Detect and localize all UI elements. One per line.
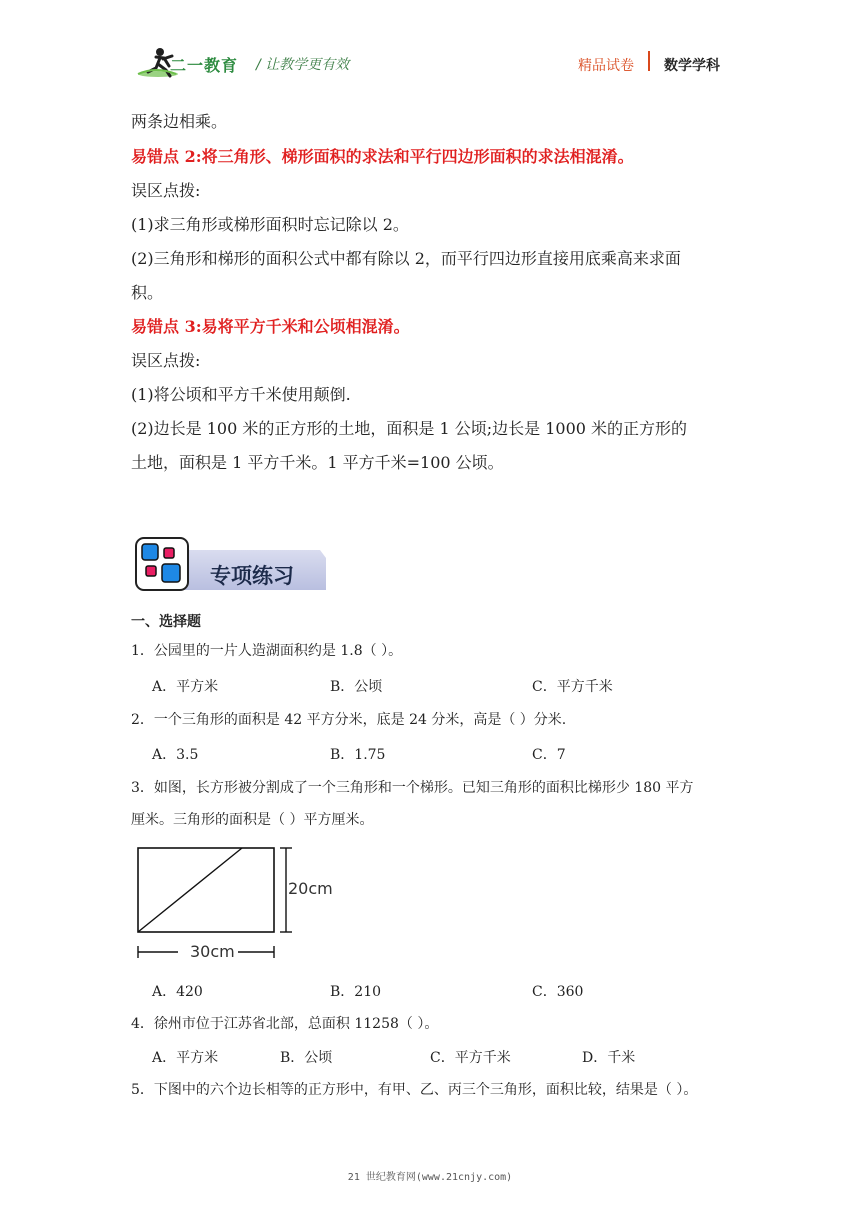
q2-option-b: B．1.75 <box>330 747 386 763</box>
body-line: (1)求三角形或梯形面积时忘记除以 2。 <box>131 215 409 234</box>
page-footer: 21 世纪教育网(www.21cnjy.com) <box>347 1172 513 1183</box>
width-label: 30cm <box>190 942 235 961</box>
q3-option-c: C．360 <box>532 984 584 1000</box>
part-heading: 一、选择题 <box>131 614 201 630</box>
question-3-line2: 厘米。三角形的面积是（ ）平方厘米。 <box>131 812 374 828</box>
logo-text: 二一教育 <box>170 56 239 75</box>
section-title: 专项练习 <box>210 564 294 588</box>
header-separator <box>648 51 650 71</box>
body-line: 误区点拨: <box>131 181 201 200</box>
question-4: 4．徐州市位于江苏省北部，总面积 11258（ ）。 <box>131 1016 439 1032</box>
header-subject: 数学学科 <box>664 58 720 74</box>
body-line: 土地，面积是 1 平方千米。1 平方千米=100 公顷。 <box>131 453 504 472</box>
body-line: (1)将公顷和平方千米使用颠倒. <box>131 385 351 404</box>
q1-option-c: C．平方千米 <box>532 679 613 695</box>
question-1: 1．公园里的一片人造湖面积约是 1.8（ ）。 <box>131 643 403 659</box>
q4-option-a: A．平方米 <box>152 1050 219 1066</box>
error-point-heading: 易错点 3:易将平方千米和公顷相混淆。 <box>131 317 410 336</box>
header-slogan: / 让教学更有效 <box>256 57 350 73</box>
error-point-heading: 易错点 2:将三角形、梯形面积的求法和平行四边形面积的求法相混淆。 <box>131 147 634 166</box>
body-line: (2)三角形和梯形的面积公式中都有除以 2，而平行四边形直接用底乘高来求面 <box>131 249 681 268</box>
question-3-line1: 3．如图，长方形被分割成了一个三角形和一个梯形。已知三角形的面积比梯形少 180 平方 <box>131 780 694 796</box>
question-2: 2．一个三角形的面积是 42 平方分米，底是 24 分米，高是（ ）分米. <box>131 712 567 728</box>
body-line: 积。 <box>131 283 164 302</box>
question-5: 5．下图中的六个边长相等的正方形中，有甲、乙、丙三个三角形，面积比较，结果是（ ）。 <box>131 1082 698 1098</box>
q4-option-d: D．千米 <box>582 1050 636 1066</box>
q2-option-a: A．3.5 <box>152 747 199 763</box>
body-line: 两条边相乘。 <box>131 112 228 131</box>
q1-option-a: A．平方米 <box>152 679 219 695</box>
body-line: (2)边长是 100 米的正方形的土地，面积是 1 公顷;边长是 1000 米的正方形的 <box>131 419 688 438</box>
q3-option-a: A．420 <box>152 984 203 1000</box>
q3-option-b: B．210 <box>330 984 382 1000</box>
q2-option-c: C．7 <box>532 747 566 763</box>
height-label: 20cm <box>288 879 333 898</box>
q1-option-b: B．公顷 <box>330 679 383 695</box>
header-tag: 精品试卷 <box>578 58 634 74</box>
rectangle-figure <box>130 840 340 970</box>
q4-option-b: B．公顷 <box>280 1050 333 1066</box>
q4-option-c: C．平方千米 <box>430 1050 511 1066</box>
body-line: 误区点拨: <box>131 351 201 370</box>
